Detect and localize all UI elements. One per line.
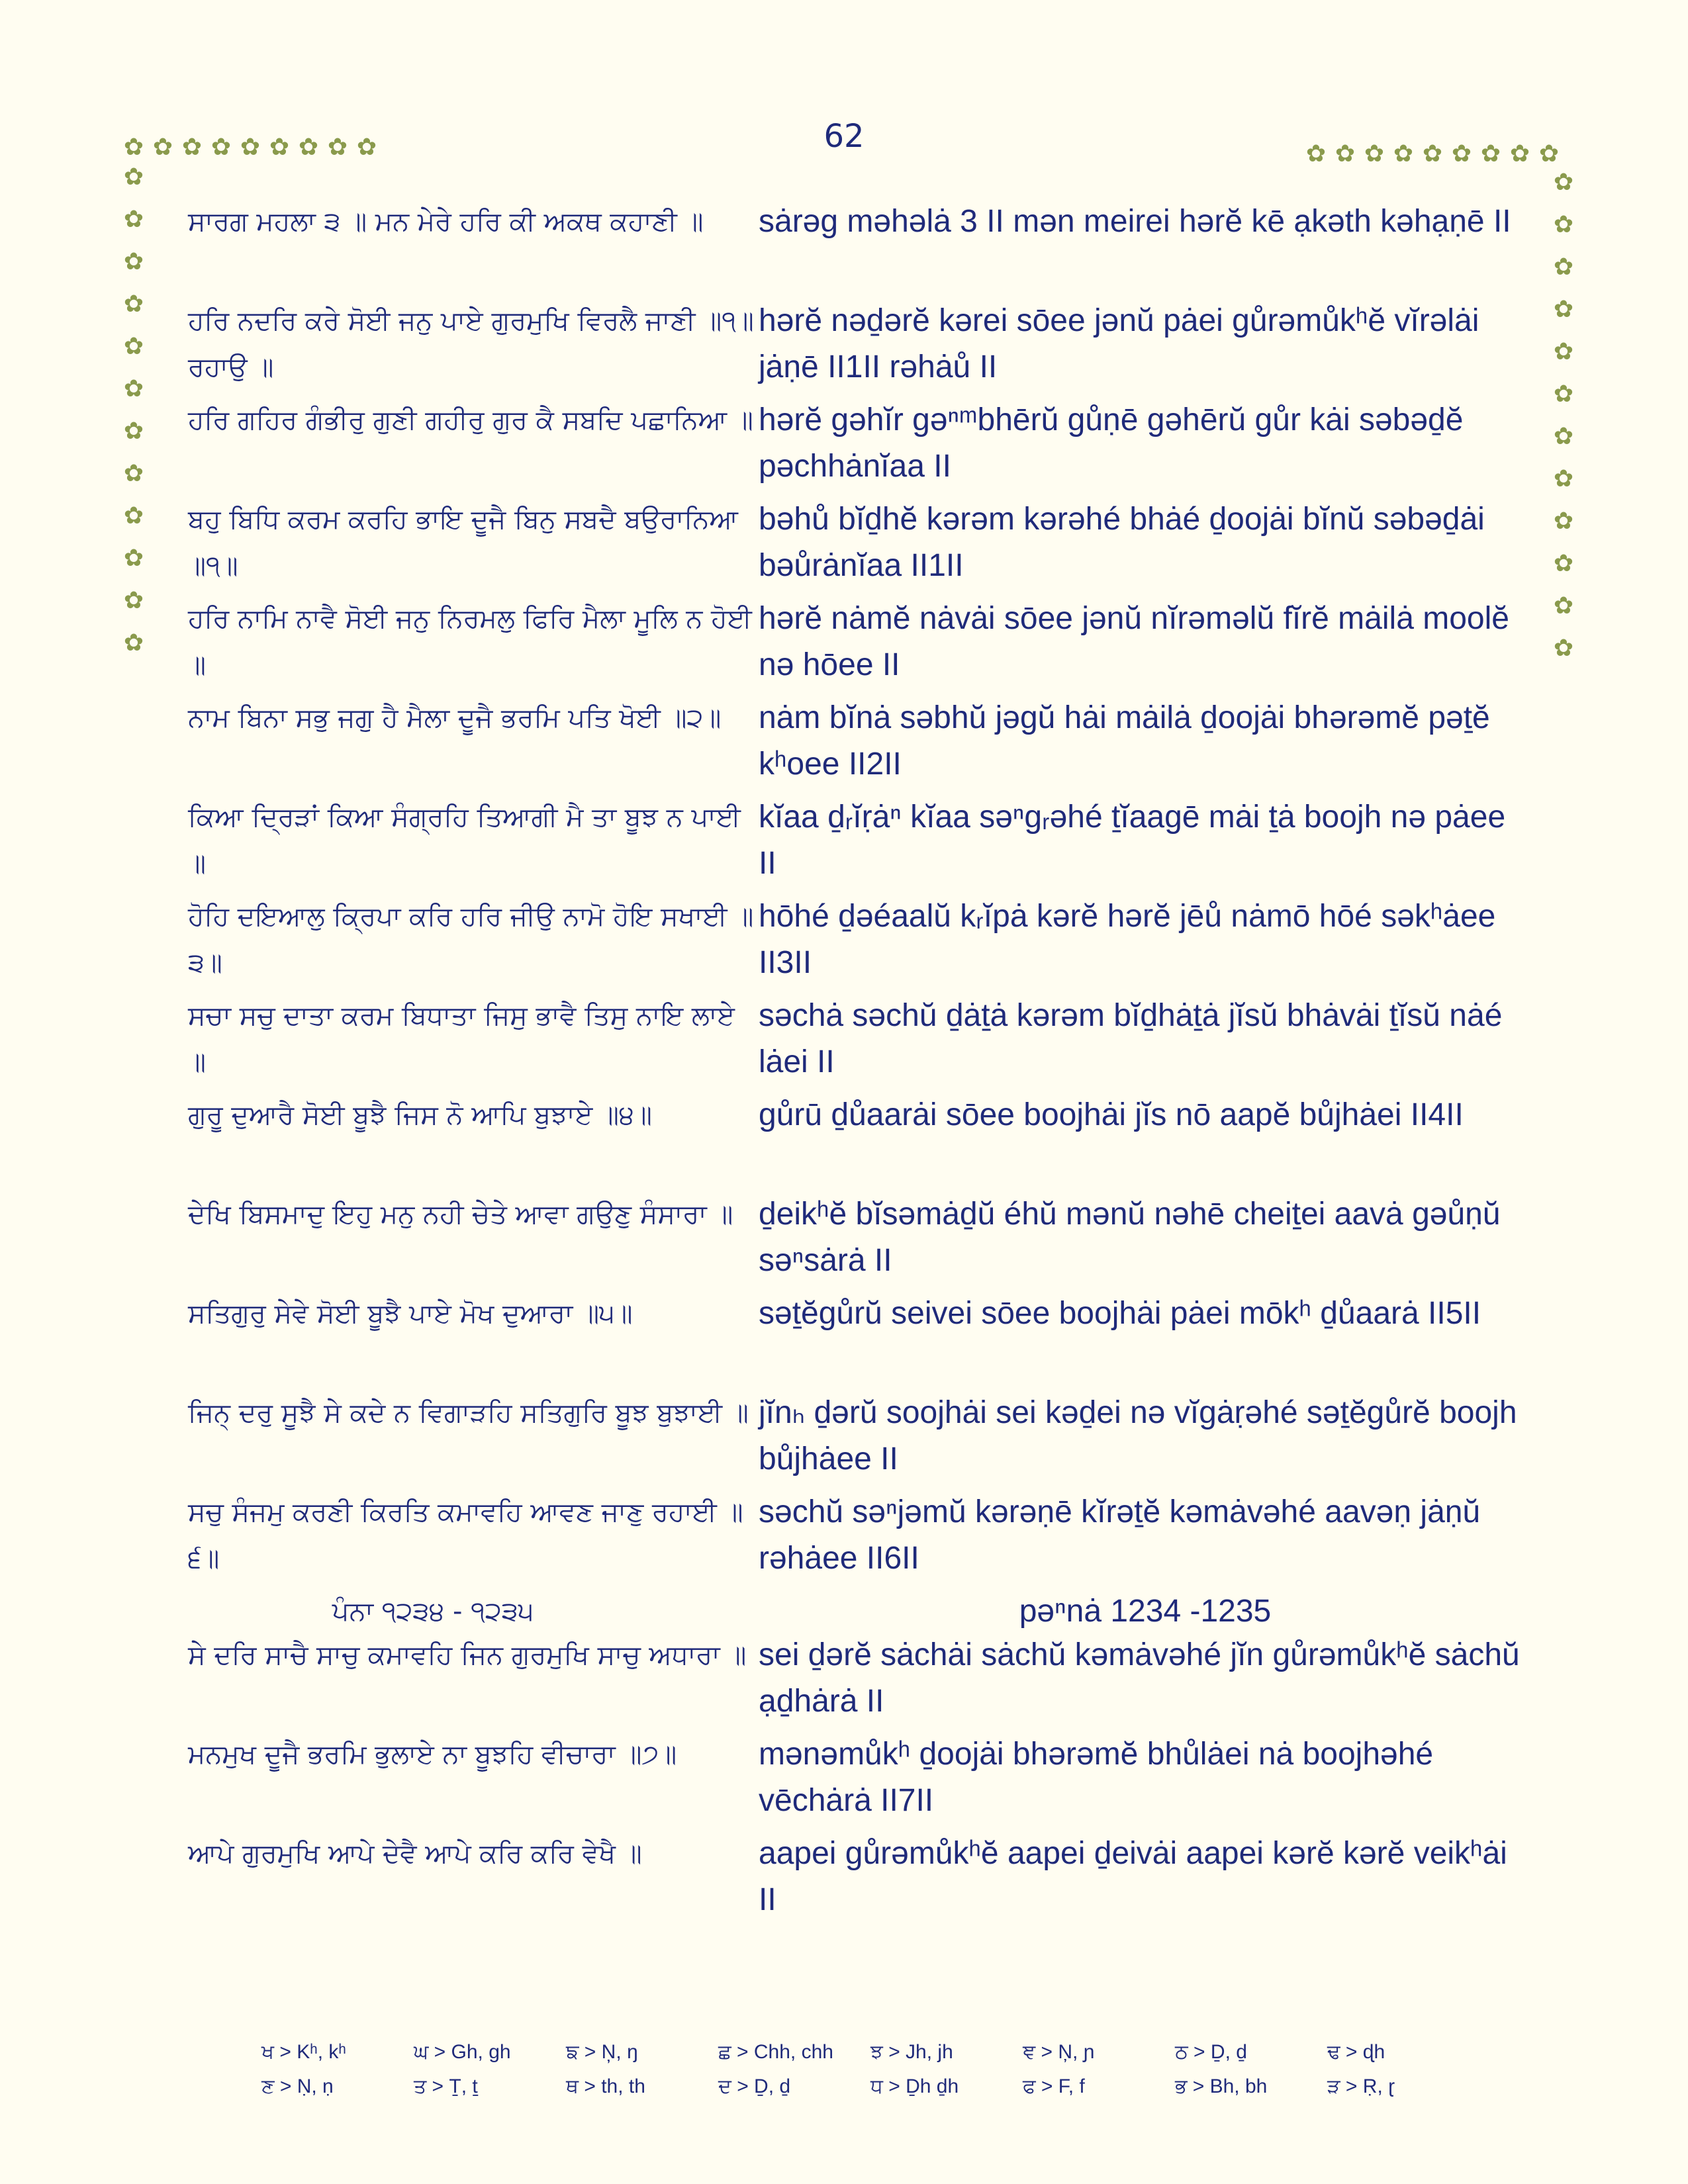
legend-item: ਛ > Chh, chh bbox=[718, 2041, 833, 2063]
flower-icon: ✿ bbox=[1305, 140, 1327, 167]
transliteration-text: ḏeikʰĕ bĭsəmȧḏŭ éhŭ mənŭ nəhē cheiṯei aavȧ gəůṇŭ səⁿsȧrȧ II bbox=[759, 1197, 1501, 1278]
transliteration-text: jĭnₕ ḏərŭ soojhȧi sei kəḏei nə vĭgȧṛəhé səṯĕgůrĕ boojh bůjhȧee II bbox=[759, 1395, 1517, 1477]
legend-item: ਧ > Ḏh ḏh bbox=[870, 2075, 959, 2097]
transliteration-text: səchȧ səchŭ ḏȧṯȧ kərəm bĭḏhȧṯȧ jĭsŭ bhȧvȧi ṯĭsŭ nȧé lȧei II bbox=[759, 998, 1503, 1079]
verse-row bbox=[188, 199, 1532, 298]
legend-item: ਤ > Ṯ, ṯ bbox=[414, 2075, 478, 2097]
gurmukhi-text: ਸਤਿਗੁਰੁ ਸੇਵੇ ਸੋਈ ਬੂਝੈ ਪਾਏ ਮੋਖ ਦੁਆਰਾ ॥੫॥ bbox=[188, 1298, 633, 1329]
flower-icon: ✿ bbox=[1553, 592, 1574, 619]
gurmukhi-text: ਹੋਹਿ ਦਇਆਲੁ ਕ੍ਰਿਪਾ ਕਰਿ ਹਰਿ ਜੀਉ ਨਾਮੋ ਹੋਇ ਸਖਾਈ ॥੩॥ bbox=[188, 901, 754, 978]
transliteration-text: səchŭ səⁿjəmŭ kərəṇē kĭrəṯĕ kəmȧvəhé aavəṇ jȧṇŭ rəhȧee II6II bbox=[759, 1494, 1481, 1576]
verse-row bbox=[188, 1831, 1532, 1930]
verse-row bbox=[188, 1191, 1532, 1291]
verse-table bbox=[188, 199, 1532, 1930]
legend-item: ਙ > N̦, ŋ bbox=[566, 2041, 638, 2063]
flower-icon: ✿ bbox=[1509, 140, 1530, 167]
transliteration-legend bbox=[261, 2035, 1519, 2104]
flower-icon: ✿ bbox=[211, 134, 232, 161]
flower-icon: ✿ bbox=[123, 629, 144, 657]
transliteration-text: hərĕ nəḏərĕ kərei sōee jənŭ pȧei gůrəmůkʰĕ vĭrəlȧi jȧṇē II1II rəhȧů II bbox=[759, 303, 1479, 385]
verse-row bbox=[188, 1390, 1532, 1489]
flower-icon: ✿ bbox=[1553, 253, 1574, 281]
flower-icon: ✿ bbox=[240, 134, 261, 161]
flower-icon: ✿ bbox=[1480, 140, 1501, 167]
flower-icon: ✿ bbox=[1335, 140, 1356, 167]
verse-row bbox=[188, 794, 1532, 893]
legend-item: ਦ > Ḏ, ḏ bbox=[718, 2075, 791, 2097]
transliteration-text: pəⁿnȧ 1234 -1235 bbox=[1019, 1594, 1272, 1629]
flower-icon: ✿ bbox=[1553, 550, 1574, 577]
gurmukhi-text: ਸੇ ਦਰਿ ਸਾਚੈ ਸਾਚੁ ਕਮਾਵਹਿ ਜਿਨ ਗੁਰਮੁਖਿ ਸਾਚੁ ਅਧਾਰਾ ॥ bbox=[188, 1640, 747, 1670]
transliteration-text: hərĕ gəhĭr gəⁿᵐbhērŭ gůṇē gəhērŭ gůr kȧi səbəḏĕ pəchhȧnĭaa II bbox=[759, 402, 1464, 484]
verse-row bbox=[188, 298, 1532, 397]
verse-row bbox=[188, 893, 1532, 993]
gurmukhi-text: ਮਨਮੁਖ ਦੂਜੈ ਭਰਮਿ ਭੁਲਾਏ ਨਾ ਬੂਝਹਿ ਵੀਚਾਰਾ ॥੭॥ bbox=[188, 1739, 677, 1770]
flower-icon: ✿ bbox=[123, 163, 144, 191]
flower-icon: ✿ bbox=[123, 460, 144, 487]
flower-icon: ✿ bbox=[123, 248, 144, 275]
flower-icon: ✿ bbox=[1553, 381, 1574, 408]
legend-item: ਞ > Ņ, ɲ bbox=[1023, 2041, 1095, 2063]
transliteration-text: səṯĕgůrŭ seivei sōee boojhȧi pȧei mōkʰ ḏůaarȧ II5II bbox=[759, 1296, 1481, 1331]
flower-icon: ✿ bbox=[1553, 296, 1574, 323]
transliteration-text: kĭaa ḏᵣĭṛȧⁿ kĭaa səⁿgᵣəhé ṯĭaagē mȧi ṯȧ boojh nə pȧee II bbox=[759, 799, 1506, 881]
legend-row bbox=[261, 2070, 1519, 2104]
verse-row bbox=[188, 993, 1532, 1092]
transliteration-text: hərĕ nȧmĕ nȧvȧi sōee jənŭ nĭrəməlŭ fĭrĕ mȧilȧ moolĕ nə hōee II bbox=[759, 601, 1509, 682]
gurmukhi-text: ਪੰਨਾ ੧੨੩੪ - ੧੨੩੫ bbox=[332, 1596, 534, 1627]
flower-icon: ✿ bbox=[1553, 338, 1574, 365]
gurmukhi-text: ਹਰਿ ਨਦਰਿ ਕਰੇ ਸੋਈ ਜਨੁ ਪਾਏ ਗੁਰਮੁਖਿ ਵਿਰਲੈ ਜਾਣੀ ॥੧॥ ਰਹਾਉ ॥ bbox=[188, 306, 754, 383]
legend-item: ਘ > Gh, gh bbox=[414, 2041, 511, 2063]
flower-icon: ✿ bbox=[356, 134, 377, 161]
transliteration-text: mənəmůkʰ ḏoojȧi bhərəmĕ bhůlȧei nȧ boojhəhé vēchȧrȧ II7II bbox=[759, 1737, 1434, 1818]
flower-icon: ✿ bbox=[1422, 140, 1443, 167]
gurmukhi-text: ਜਿਨ੍ ਦਰੁ ਸੂਝੈ ਸੇ ਕਦੇ ਨ ਵਿਗਾੜਹਿ ਸਤਿਗੁਰਿ ਬੂਝ ਬੁਝਾਈ ॥ bbox=[188, 1398, 749, 1428]
flower-icon: ✿ bbox=[1553, 635, 1574, 662]
legend-row bbox=[261, 2035, 1519, 2070]
transliteration-text: sei ḏərĕ sȧchȧi sȧchŭ kəmȧvəhé jĭn gůrəmůkʰĕ sȧchŭ ạḏhȧrȧ II bbox=[759, 1637, 1520, 1719]
transliteration-text: sȧrəg məhəlȧ 3 II mən meirei hərĕ kē ạkəth kəhạṇē II bbox=[759, 204, 1511, 239]
legend-item: ਠ > Ḏ, ḏ bbox=[1175, 2041, 1247, 2063]
verse-row bbox=[188, 695, 1532, 794]
page-range-heading bbox=[188, 1588, 1532, 1632]
transliteration-text: bəhů bĭḏhĕ kərəm kərəhé bhȧé ḏoojȧi bĭnŭ səbəḏȧi bəůrȧnĭaa II1II bbox=[759, 502, 1485, 583]
flower-icon: ✿ bbox=[1553, 169, 1574, 196]
verse-row bbox=[188, 1632, 1532, 1731]
transliteration-text: aapei gůrəmůkʰĕ aapei ḏeivȧi aapei kərĕ kərĕ veikʰȧi II bbox=[759, 1836, 1507, 1917]
flower-icon: ✿ bbox=[1553, 423, 1574, 450]
flower-icon: ✿ bbox=[1553, 211, 1574, 238]
legend-item: ਥ > th, th bbox=[566, 2075, 645, 2097]
flower-icon: ✿ bbox=[298, 134, 319, 161]
legend-item: ਝ > Jh, jh bbox=[870, 2041, 953, 2063]
flower-icon: ✿ bbox=[269, 134, 290, 161]
flower-icon: ✿ bbox=[1393, 140, 1414, 167]
legend-item: ੜ > Ṛ, ɽ bbox=[1327, 2075, 1395, 2097]
gurmukhi-text: ਹਰਿ ਨਾਮਿ ਨਾਵੈ ਸੋਈ ਜਨੁ ਨਿਰਮਲੁ ਫਿਰਿ ਮੈਲਾ ਮੂਲਿ ਨ ਹੋਈ ॥ bbox=[188, 604, 752, 680]
gurmukhi-text: ਗੁਰੂ ਦੁਆਰੈ ਸੋਈ ਬੂਝੈ ਜਿਸ ਨੋ ਆਪਿ ਬੁਝਾਏ ॥੪॥ bbox=[188, 1100, 652, 1130]
flower-icon: ✿ bbox=[327, 134, 348, 161]
verse-row bbox=[188, 1731, 1532, 1831]
gurmukhi-text: ਕਿਆ ਦ੍ਰਿੜਾਂ ਕਿਆ ਸੰਗ੍ਰਹਿ ਤਿਆਗੀ ਮੈ ਤਾ ਬੂਝ ਨ ਪਾਈ ॥ bbox=[188, 802, 741, 879]
verse-row bbox=[188, 1092, 1532, 1191]
transliteration-text: gůrū ḏůaarȧi sōee boojhȧi jĭs nō aapĕ bůjhȧei II4II bbox=[759, 1097, 1464, 1132]
flower-icon: ✿ bbox=[1364, 140, 1385, 167]
gurmukhi-text: ਸਾਰਗ ਮਹਲਾ ੩ ॥ ਮਨ ਮੇਰੇ ਹਰਿ ਕੀ ਅਕਥ ਕਹਾਣੀ ॥ bbox=[188, 206, 704, 237]
verse-row bbox=[188, 496, 1532, 596]
flower-icon: ✿ bbox=[1538, 140, 1560, 167]
page-number: 62 bbox=[823, 118, 865, 155]
gurmukhi-text: ਆਪੇ ਗੁਰਮੁਖਿ ਆਪੇ ਦੇਵੈ ਆਪੇ ਕਰਿ ਕਰਿ ਵੇਖੈ ॥ bbox=[188, 1839, 642, 1869]
flower-icon: ✿ bbox=[123, 502, 144, 529]
flower-icon: ✿ bbox=[123, 587, 144, 614]
flower-icon: ✿ bbox=[152, 134, 173, 161]
verse-row bbox=[188, 596, 1532, 695]
gurmukhi-text: ਦੇਖਿ ਬਿਸਮਾਦੁ ਇਹੁ ਮਨੁ ਨਹੀ ਚੇਤੇ ਆਵਾ ਗਉਣੁ ਸੰਸਾਰਾ ॥ bbox=[188, 1199, 733, 1230]
verse-row bbox=[188, 1291, 1532, 1390]
flower-icon: ✿ bbox=[1553, 508, 1574, 535]
flower-icon: ✿ bbox=[123, 206, 144, 233]
legend-item: ਭ > Bh, bh bbox=[1175, 2075, 1268, 2097]
flower-icon: ✿ bbox=[181, 134, 203, 161]
flower-icon: ✿ bbox=[1451, 140, 1472, 167]
flower-icon: ✿ bbox=[123, 418, 144, 445]
gurmukhi-text: ਬਹੁ ਬਿਧਿ ਕਰਮ ਕਰਹਿ ਭਾਇ ਦੂਜੈ ਬਿਨੁ ਸਬਦੈ ਬਉਰਾਨਿਆ ॥੧॥ bbox=[188, 504, 738, 581]
gurmukhi-text: ਸਚੁ ਸੰਜਮੁ ਕਰਣੀ ਕਿਰਤਿ ਕਮਾਵਹਿ ਆਵਣ ਜਾਣੁ ਰਹਾਈ ॥੬॥ bbox=[188, 1497, 743, 1574]
legend-item: ਣ > Ṇ, ṇ bbox=[261, 2075, 334, 2097]
gurmukhi-text: ਨਾਮ ਬਿਨਾ ਸਭੁ ਜਗੁ ਹੈ ਮੈਲਾ ਦੂਜੈ ਭਰਮਿ ਪਤਿ ਖੋਈ ॥੨॥ bbox=[188, 703, 722, 733]
flower-icon: ✿ bbox=[123, 333, 144, 360]
flower-icon: ✿ bbox=[123, 134, 144, 161]
flower-icon: ✿ bbox=[1553, 465, 1574, 492]
verse-row bbox=[188, 1489, 1532, 1588]
verse-row bbox=[188, 397, 1532, 496]
legend-item: ਖ > Kʰ, kʰ bbox=[261, 2041, 346, 2063]
legend-item: ਫ > F, f bbox=[1023, 2075, 1085, 2097]
flower-icon: ✿ bbox=[123, 375, 144, 402]
transliteration-text: hōhé ḏəéaalŭ kᵣĭpȧ kərĕ hərĕ jēů nȧmō hōé səkʰȧee II3II bbox=[759, 899, 1496, 980]
flower-icon: ✿ bbox=[123, 545, 144, 572]
flower-icon: ✿ bbox=[123, 291, 144, 318]
transliteration-text: nȧm bĭnȧ səbhŭ jəgŭ hȧi mȧilȧ ḏoojȧi bhərəmĕ pəṯĕ kʰoee II2II bbox=[759, 700, 1490, 782]
gurmukhi-text: ਹਰਿ ਗਹਿਰ ਗੰਭੀਰੁ ਗੁਣੀ ਗਹੀਰੁ ਗੁਰ ਕੈ ਸਬਦਿ ਪਛਾਨਿਆ ॥ bbox=[188, 405, 753, 435]
legend-item: ਢ > ɖh bbox=[1327, 2041, 1385, 2063]
gurmukhi-text: ਸਚਾ ਸਚੁ ਦਾਤਾ ਕਰਮ ਬਿਧਾਤਾ ਜਿਸੁ ਭਾਵੈ ਤਿਸੁ ਨਾਇ ਲਾਏ ॥ bbox=[188, 1001, 735, 1077]
